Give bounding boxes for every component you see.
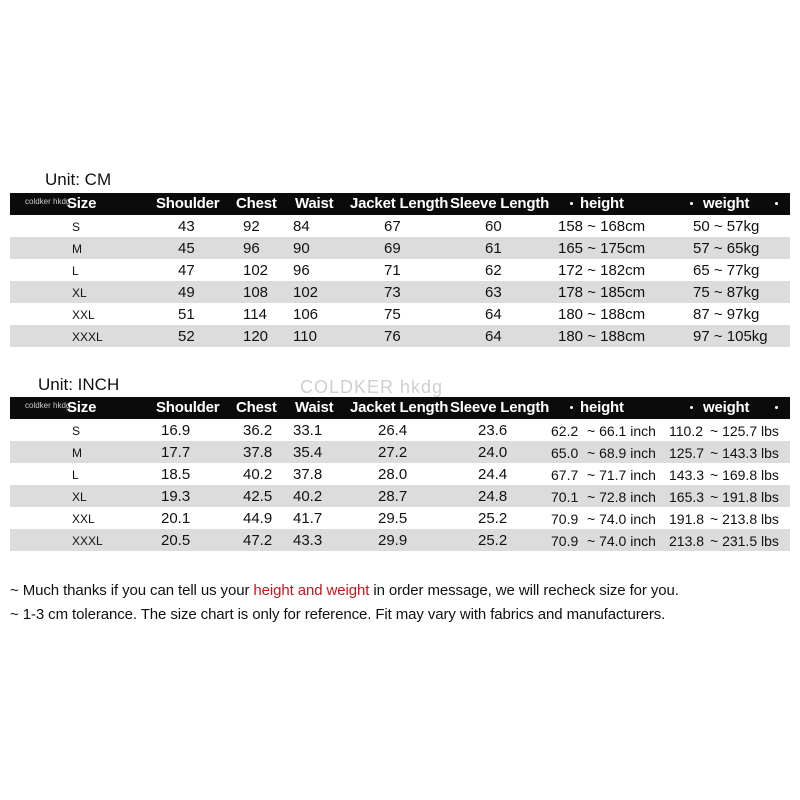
table-cell: 47: [178, 262, 195, 279]
table-cell: 172 ~ 182cm: [558, 262, 646, 279]
table-cell: 110: [293, 328, 317, 345]
table-cell: 33.1: [293, 422, 323, 439]
table-cell: 40.2: [243, 466, 273, 483]
table-cell: 50 ~ 57kg: [693, 218, 760, 235]
table-cell: XXXL: [72, 330, 103, 344]
header-jacket-length: Jacket Length: [350, 195, 449, 212]
table-cell: 24.8: [478, 488, 508, 505]
note-tolerance: ~ 1-3 cm tolerance. The size chart is only for reference. Fit may vary with fabrics and manufacturers.: [10, 606, 666, 623]
table-cell: 43.3: [293, 532, 323, 549]
table-row: [10, 325, 790, 347]
table-cell: 75 ~ 87kg: [693, 284, 760, 301]
dot-icon: [690, 202, 693, 205]
table-cell: 25.2: [478, 510, 508, 527]
table-cell: 43: [178, 218, 195, 235]
table-row: [10, 303, 790, 325]
table-cell: 51: [178, 306, 195, 323]
table-cell: XXL: [72, 512, 95, 526]
table-cell: XL: [72, 490, 87, 504]
table-cell: ~ 72.8 inch: [587, 489, 656, 505]
header-size: Size: [67, 195, 97, 212]
table-cell: 57 ~ 65kg: [693, 240, 760, 257]
table-cell: 20.1: [161, 510, 191, 527]
table-cell: 20.5: [161, 532, 191, 549]
table-cell: M: [72, 242, 82, 256]
table-cell: 178 ~ 185cm: [558, 284, 646, 301]
inch-table-body: [10, 419, 790, 551]
table-cell: 110.2: [669, 423, 703, 439]
watermark-small: coldker hkdg: [25, 197, 71, 206]
table-cell: 102: [293, 284, 319, 301]
table-cell: 69: [384, 240, 401, 257]
table-cell: 64: [485, 328, 502, 345]
table-cell: 165.3: [669, 489, 705, 505]
table-cell: 17.7: [161, 444, 191, 461]
table-cell: 180 ~ 188cm: [558, 328, 646, 345]
dot-icon: [775, 406, 778, 409]
table-cell: 65 ~ 77kg: [693, 262, 760, 279]
table-cell: S: [72, 220, 81, 234]
table-cell: ~ 191.8 lbs: [710, 489, 779, 505]
table-cell: 114: [243, 306, 267, 323]
header-sleeve-length: Sleeve Length: [450, 399, 550, 416]
table-cell: 37.8: [293, 466, 323, 483]
table-row: [10, 215, 790, 237]
table-cell: 67.7: [551, 467, 579, 483]
table-cell: 26.4: [378, 422, 408, 439]
header-shoulder: Shoulder: [156, 399, 220, 416]
table-cell: 23.6: [478, 422, 508, 439]
table-cell: ~ 74.0 inch: [587, 511, 656, 527]
table-cell: 52: [178, 328, 195, 345]
table-cell: 44.9: [243, 510, 273, 527]
dot-icon: [775, 202, 778, 205]
table-cell: 24.0: [478, 444, 508, 461]
header-chest: Chest: [236, 195, 277, 212]
table-row: [10, 485, 790, 507]
table-cell: 67: [384, 218, 401, 235]
header-chest: Chest: [236, 399, 277, 416]
inch-header-row: [10, 397, 790, 419]
note-height-weight: [10, 582, 679, 599]
table-cell: 63: [485, 284, 502, 301]
table-cell: M: [72, 446, 82, 460]
table-cell: 41.7: [293, 510, 323, 527]
table-row: [10, 463, 790, 485]
header-height: height: [580, 399, 624, 416]
table-cell: 108: [243, 284, 269, 301]
header-sleeve-length: Sleeve Length: [450, 195, 550, 212]
cm-header-row: [10, 193, 790, 215]
table-cell: 143.3: [669, 467, 705, 483]
table-cell: ~ 213.8 lbs: [710, 511, 779, 527]
inch-unit-title: Unit: INCH: [38, 375, 120, 394]
cm-size-table: [10, 193, 790, 347]
table-cell: ~ 231.5 lbs: [710, 533, 779, 549]
table-cell: 45: [178, 240, 195, 257]
table-row: [10, 419, 790, 441]
table-cell: 29.9: [378, 532, 408, 549]
cm-unit-title: Unit: CM: [45, 170, 112, 189]
table-cell: ~ 68.9 inch: [587, 445, 656, 461]
table-cell: 191.8: [669, 511, 705, 527]
table-cell: 18.5: [161, 466, 191, 483]
table-row: [10, 507, 790, 529]
table-cell: ~ 143.3 lbs: [710, 445, 779, 461]
table-cell: 96: [243, 240, 260, 257]
table-cell: XXXL: [72, 534, 103, 548]
table-cell: 16.9: [161, 422, 191, 439]
note1-highlight: height and weight: [253, 582, 370, 599]
dot-icon: [570, 202, 573, 205]
cm-table-body: [10, 215, 790, 347]
note1-text: ~ Much thanks if you can tell us your: [10, 582, 254, 599]
table-cell: 37.8: [243, 444, 273, 461]
table-row: [10, 237, 790, 259]
table-row: [10, 281, 790, 303]
table-cell: 19.3: [161, 488, 191, 505]
table-cell: 40.2: [293, 488, 323, 505]
table-cell: 61: [485, 240, 502, 257]
table-cell: 70.1: [551, 489, 579, 505]
header-size: Size: [67, 399, 97, 416]
table-cell: ~ 74.0 inch: [587, 533, 656, 549]
table-cell: XXL: [72, 308, 95, 322]
table-cell: ~ 169.8 lbs: [710, 467, 779, 483]
table-cell: 62.2: [551, 423, 579, 439]
table-cell: 29.5: [378, 510, 408, 527]
table-cell: 36.2: [243, 422, 273, 439]
table-cell: 106: [293, 306, 319, 323]
table-cell: XL: [72, 286, 87, 300]
table-cell: L: [72, 468, 79, 482]
table-cell: 90: [293, 240, 310, 257]
table-cell: 62: [485, 262, 502, 279]
table-cell: 25.2: [478, 532, 508, 549]
table-cell: 42.5: [243, 488, 273, 505]
table-cell: 27.2: [378, 444, 408, 461]
table-cell: 102: [243, 262, 269, 279]
table-cell: ~ 125.7 lbs: [710, 423, 779, 439]
header-waist: Waist: [295, 399, 334, 416]
header-weight: weight: [703, 195, 750, 212]
table-cell: 75: [384, 306, 401, 323]
header-shoulder: Shoulder: [156, 195, 220, 212]
dot-icon: [570, 406, 573, 409]
table-cell: 47.2: [243, 532, 273, 549]
table-cell: 65.0: [551, 445, 579, 461]
table-cell: 70.9: [551, 533, 579, 549]
watermark: COLDKER hkdg: [300, 377, 444, 397]
header-weight: weight: [703, 399, 750, 416]
header-jacket-length: Jacket Length: [350, 399, 449, 416]
table-row: [10, 529, 790, 551]
dot-icon: [690, 406, 693, 409]
table-cell: 87 ~ 97kg: [693, 306, 760, 323]
table-cell: 120: [243, 328, 269, 345]
table-cell: 92: [243, 218, 260, 235]
watermark-small: coldker hkdg: [25, 401, 71, 410]
table-cell: 76: [384, 328, 401, 345]
table-cell: S: [72, 424, 81, 438]
table-cell: 97 ~ 105kg: [693, 328, 768, 345]
table-row: [10, 441, 790, 463]
table-cell: 158 ~ 168cm: [558, 218, 646, 235]
table-cell: 96: [293, 262, 310, 279]
table-cell: 125.7: [669, 445, 705, 461]
table-cell: 165 ~ 175cm: [558, 240, 646, 257]
note1-text-end: in order message, we will recheck size for you.: [369, 582, 679, 599]
table-cell: 60: [485, 218, 502, 235]
table-cell: 70.9: [551, 511, 579, 527]
table-cell: 35.4: [293, 444, 323, 461]
header-height: height: [580, 195, 624, 212]
table-cell: 180 ~ 188cm: [558, 306, 646, 323]
table-cell: 28.0: [378, 466, 408, 483]
table-cell: 213.8: [669, 533, 705, 549]
table-cell: 71: [384, 262, 401, 279]
table-cell: 84: [293, 218, 310, 235]
table-cell: 64: [485, 306, 502, 323]
table-cell: 73: [384, 284, 401, 301]
table-cell: 28.7: [378, 488, 408, 505]
table-cell: 49: [178, 284, 195, 301]
table-cell: 24.4: [478, 466, 508, 483]
inch-size-table: [10, 397, 790, 551]
header-waist: Waist: [295, 195, 334, 212]
table-cell: ~ 66.1 inch: [587, 423, 656, 439]
table-cell: L: [72, 264, 79, 278]
table-cell: ~ 71.7 inch: [587, 467, 656, 483]
table-row: [10, 259, 790, 281]
